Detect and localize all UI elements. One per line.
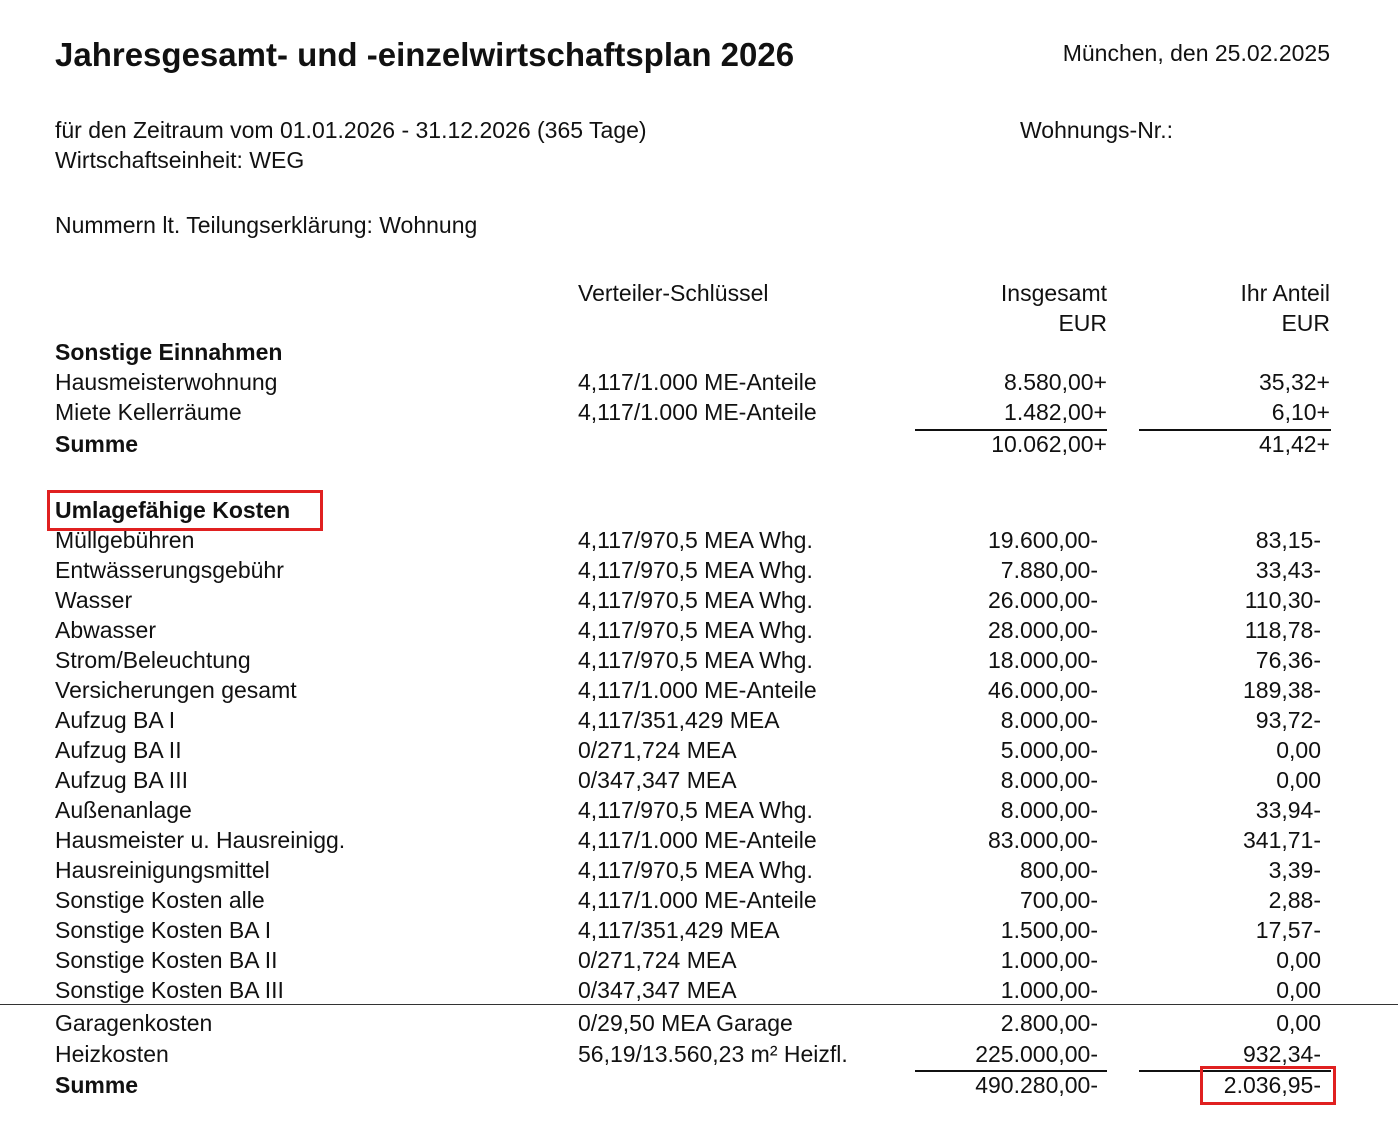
column-header-total-line2: EUR (1058, 310, 1107, 336)
table-row (0, 765, 1398, 795)
row-key: 4,117/351,429 MEA (578, 917, 780, 943)
row-label: Sonstige Kosten BA III (55, 977, 284, 1003)
apartment-number-label: Wohnungs-Nr.: (1020, 117, 1173, 143)
row-key: 4,117/1.000 ME-Anteile (578, 399, 817, 425)
row-label: Heizkosten (55, 1040, 169, 1067)
section-heading-income-label: Sonstige Einnahmen (55, 339, 283, 365)
row-share: 0,00 (1276, 977, 1321, 1003)
row-share: 33,94- (1255, 797, 1321, 823)
table-row (0, 885, 1398, 915)
row-key: 4,117/351,429 MEA (578, 707, 780, 733)
row-share: 76,36- (1255, 647, 1321, 673)
table-row (0, 397, 1398, 427)
column-header-total-line1: Insgesamt (1000, 280, 1107, 306)
sum-row-income (0, 429, 1398, 459)
row-total: 26.000,00- (988, 587, 1098, 613)
page-divider-line (0, 1004, 1398, 1005)
row-label: Entwässerungsgebühr (55, 557, 284, 583)
row-key: 4,117/970,5 MEA Whg. (578, 587, 813, 613)
row-share: 0,00 (1276, 737, 1321, 763)
table-row (0, 1008, 1398, 1038)
sum-total: 490.280,00- (975, 1072, 1098, 1098)
row-share: 2,88- (1268, 887, 1321, 913)
row-share: 83,15- (1255, 527, 1321, 553)
row-share: 341,71- (1242, 827, 1321, 853)
table-row (0, 705, 1398, 735)
row-total: 19.600,00- (988, 527, 1098, 553)
table-row (0, 915, 1398, 945)
row-total: 8.000,00- (1000, 767, 1098, 793)
sum-share: 41,42+ (1259, 431, 1330, 457)
column-header-share-line1: Ihr Anteil (1240, 280, 1330, 306)
sum-share: 2.036,95- (1223, 1072, 1321, 1098)
row-share: 189,38- (1242, 677, 1321, 703)
unit-text: Wirtschaftseinheit: WEG (55, 147, 305, 173)
table-row (0, 615, 1398, 645)
row-total: 700,00- (1019, 887, 1098, 913)
row-share: 93,72- (1255, 707, 1321, 733)
table-row (0, 735, 1398, 765)
sum-total: 10.062,00+ (991, 431, 1107, 457)
row-key: 56,19/13.560,23 m² Heizfl. (578, 1040, 848, 1067)
row-total: 7.880,00- (1000, 557, 1098, 583)
sum-label: Summe (55, 431, 139, 457)
table-row (0, 825, 1398, 855)
table-row (0, 795, 1398, 825)
column-header-key: Verteiler-Schlüssel (578, 280, 769, 306)
row-label: Aufzug BA II (55, 737, 182, 763)
row-key: 4,117/970,5 MEA Whg. (578, 557, 813, 583)
row-key: 4,117/970,5 MEA Whg. (578, 647, 813, 673)
row-key: 4,117/1.000 ME-Anteile (578, 677, 817, 703)
page-title: Jahresgesamt- und -einzelwirtschaftsplan 2026 (55, 36, 795, 73)
row-total: 1.482,00+ (1004, 399, 1107, 425)
row-label: Wasser (55, 587, 133, 613)
row-label: Hausreinigungsmittel (55, 857, 270, 883)
row-key: 4,117/1.000 ME-Anteile (578, 369, 817, 395)
row-share: 0,00 (1276, 1010, 1321, 1036)
table-row (0, 1039, 1398, 1069)
row-label: Sonstige Kosten BA I (55, 917, 272, 943)
row-key: 4,117/970,5 MEA Whg. (578, 797, 813, 823)
row-label: Sonstige Kosten BA II (55, 947, 278, 973)
partition-text: Nummern lt. Teilungserklärung: Wohnung (55, 212, 478, 238)
row-key: 0/347,347 MEA (578, 767, 737, 793)
row-key: 4,117/1.000 ME-Anteile (578, 827, 817, 853)
row-total: 8.000,00- (1000, 797, 1098, 823)
row-label: Müllgebühren (55, 527, 195, 553)
row-total: 18.000,00- (988, 647, 1098, 673)
row-key: 4,117/1.000 ME-Anteile (578, 887, 817, 913)
row-share: 6,10+ (1271, 399, 1330, 425)
column-header-share-line2: EUR (1281, 310, 1330, 336)
row-key: 4,117/970,5 MEA Whg. (578, 527, 813, 553)
row-total: 2.800,00- (1000, 1010, 1098, 1036)
table-row (0, 585, 1398, 615)
row-share: 3,39- (1268, 857, 1321, 883)
row-key: 0/271,724 MEA (578, 737, 737, 763)
column-header-share (1241, 278, 1331, 338)
row-total: 5.000,00- (1000, 737, 1098, 763)
column-header-total (1001, 278, 1107, 338)
row-total: 1.000,00- (1000, 947, 1098, 973)
row-share: 118,78- (1244, 617, 1321, 643)
row-share: 110,30- (1244, 587, 1321, 613)
row-key: 0/29,50 MEA Garage (578, 1010, 793, 1036)
row-key: 4,117/970,5 MEA Whg. (578, 617, 813, 643)
row-share: 33,43- (1255, 557, 1321, 583)
row-label: Außenanlage (55, 797, 192, 823)
row-key: 0/347,347 MEA (578, 977, 737, 1003)
sum-row-costs (0, 1070, 1398, 1100)
row-key: 4,117/970,5 MEA Whg. (578, 857, 813, 883)
row-total: 800,00- (1019, 857, 1098, 883)
row-label: Aufzug BA III (55, 767, 188, 793)
highlight-box-sum (1200, 1066, 1336, 1105)
row-share: 35,32+ (1259, 369, 1330, 395)
section-heading-costs-label: Umlagefähige Kosten (55, 497, 291, 523)
row-label: Aufzug BA I (55, 707, 176, 733)
row-label: Versicherungen gesamt (55, 677, 297, 703)
row-share: 0,00 (1276, 947, 1321, 973)
row-total: 8.580,00+ (1004, 369, 1107, 395)
place-date: München, den 25.02.2025 (1062, 40, 1330, 66)
row-total: 8.000,00- (1000, 707, 1098, 733)
row-label: Abwasser (55, 617, 156, 643)
row-total: 28.000,00- (988, 617, 1098, 643)
row-total: 46.000,00- (988, 677, 1098, 703)
period-text: für den Zeitraum vom 01.01.2026 - 31.12.2026 (365 Tage) (55, 117, 647, 143)
row-label: Hausmeister u. Hausreinigg. (55, 827, 346, 853)
table-row (0, 675, 1398, 705)
table-row (0, 855, 1398, 885)
row-label: Miete Kellerräume (55, 399, 242, 425)
row-label: Hausmeisterwohnung (55, 369, 278, 395)
table-row (0, 367, 1398, 397)
row-share: 932,34- (1242, 1040, 1321, 1067)
table-row (0, 645, 1398, 675)
sum-label: Summe (55, 1072, 139, 1098)
table-row (0, 525, 1398, 555)
row-label: Sonstige Kosten alle (55, 887, 265, 913)
table-row (0, 975, 1398, 1005)
row-share: 0,00 (1276, 767, 1321, 793)
row-total: 225.000,00- (975, 1040, 1098, 1067)
table-row (0, 555, 1398, 585)
row-key: 0/271,724 MEA (578, 947, 737, 973)
row-total: 1.500,00- (1000, 917, 1098, 943)
row-label: Strom/Beleuchtung (55, 647, 251, 673)
table-row (0, 945, 1398, 975)
row-share: 17,57- (1255, 917, 1321, 943)
section-heading-costs (0, 495, 1398, 525)
section-heading-income (0, 337, 1398, 367)
row-total: 1.000,00- (1000, 977, 1098, 1003)
row-total: 83.000,00- (988, 827, 1098, 853)
row-label: Garagenkosten (55, 1010, 213, 1036)
